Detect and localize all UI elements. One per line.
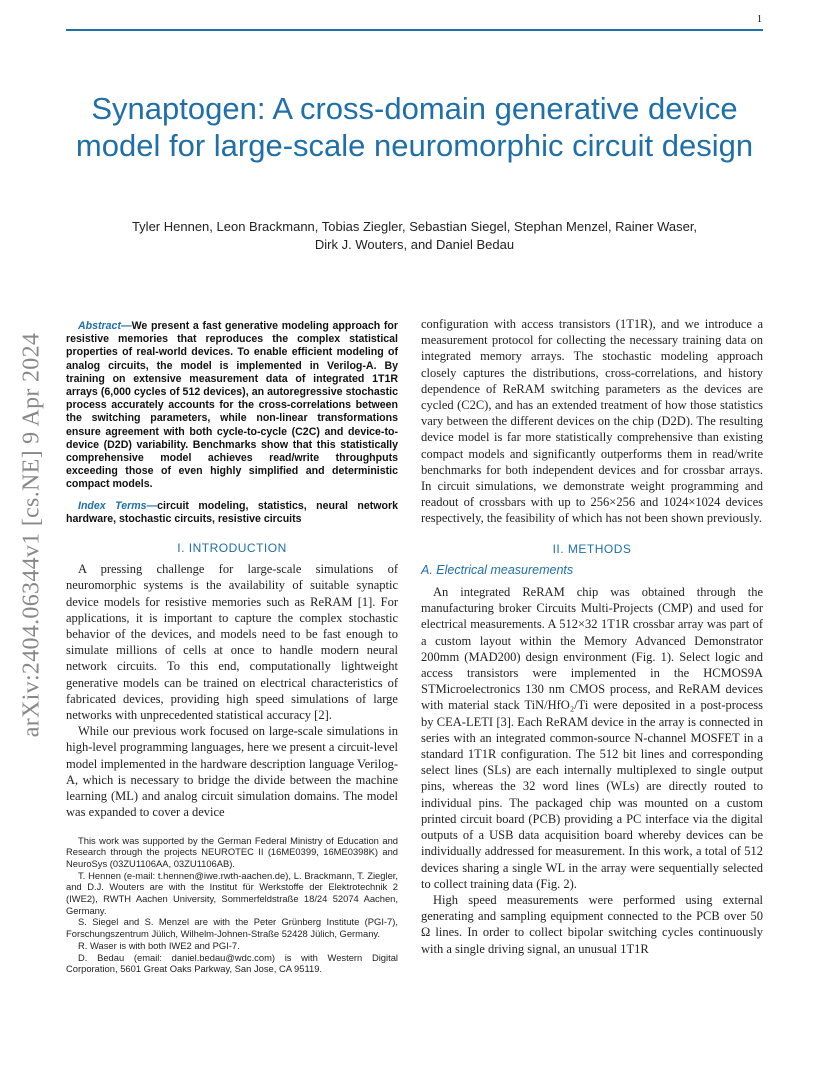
- methods-paragraph-1: An integrated ReRAM chip was obtained through the manufacturing broker Circuits Multi-Projects (CMP) and used for electrical measurements. A 512×32 1T1R crossbar array was part of a custom layout within the Memory Advanced Demonstrator 200mm (MAD200) design environment (Fig. 1). Select logic and access transistors were implemented in the HCMOS9A STMicroelectronics 130 nm CMOS process, and ReRAM devices with material stack TiN/HfO₂/Ti were deposited in a post-process by CEA-LETI [3]. Each ReRAM device in the array is connected in series with an integrated common-source N-channel MOSFET in a standard 1T1R configuration. The 512 bit lines and corresponding select lines (SLs) are each internally multiplexed to single output pins, whereas the 32 word lines (WLs) are directly routed to individual pins. The packaged chip was mounted on a custom printed circuit board (PCB) providing a PC interface via the digital outputs of a USB data acquisition board whereby devices can be individually addressed for measurement. In this work, a total of 512 devices sharing a single WL in the array were sequentially selected to collect training data (Fig. 2).: [421, 585, 763, 891]
- arxiv-stamp: [14, 300, 50, 770]
- abstract-text: We present a fast generative modeling approach for resistive memories that reproduces the complex statistical properties of real-world devices. To enable efficient modeling of analog circuits, the model is implemented in Verilog-A. By training on extensive measurement data of integrated 1T1R arrays (6,000 cycles of 512 devices), an autoregressive stochastic process accurately accounts for the cross-correlations between the switching parameters, while non-linear transformations ensure agreement with both cycle-to-cycle (C2C) and device-to-device (D2D) variability. Benchmarks show that this statistically comprehensive model achieves read/write throughputs exceeding those of even highly simplified and deterministic compact models.: [66, 320, 398, 491]
- subsection-heading-electrical-measurements: A. Electrical measurements: [421, 562, 574, 577]
- abstract: [66, 320, 398, 492]
- intro-paragraph-2: While our previous work focused on large-scale simulations in high-level programming languages, here we present a circuit-level model implemented in the hardware description language Verilog-A, which is necessary to bridge the divide between the machine learning (ML) and analog circuit simulation domains. The model was expanded to cover a device: [66, 724, 398, 820]
- footnote-affiliation-wdc: D. Bedau (email: daniel.bedau@wdc.com) is with Western Digital Corporation, 5601 Great Oaks Parkway, San Jose, CA 95119.: [66, 951, 398, 975]
- footnote-affiliation-waser: R. Waser is with both IWE2 and PGI-7.: [78, 939, 240, 951]
- index-terms-label: Index Terms—: [78, 499, 158, 512]
- authors-line-1: Tyler Hennen, Leon Brackmann, Tobias Ziegler, Sebastian Siegel, Stephan Menzel, Rainer Waser,: [131, 219, 698, 234]
- footnotes: [66, 835, 398, 975]
- section-heading-methods: II. METHODS: [552, 541, 632, 556]
- page-number: 1: [757, 14, 762, 25]
- footnote-affiliation-pgi7: S. Siegel and S. Menzel are with the Peter Grünberg Institute (PGI-7), Forschungszentrum Jülich, Wilhelm-Johnen-Straße 52428 Jülich, Germany.: [66, 916, 398, 940]
- intro-paragraph-2-continued: configuration with access transistors (1T1R), and we introduce a measurement protocol for collecting the necessary training data on integrated memory arrays. The stochastic modeling approach closely captures the distributions, cross-correlations, and history dependence of ReRAM switching parameters as the devices are cycled (C2C), and has an extended treatment of how those statistics vary between the different devices on the chip (D2D). The resulting device model is far more statistically comprehensive than existing compact models and significantly outperforms them in read/write benchmarks for both independent devices and for crossbar arrays. In circuit simulations, we demonstrate weight programming and readout of crossbars with up to 256×256 and 1024×1024 devices respectively, the feasibility of which has not been shown previously.: [421, 317, 763, 526]
- author-list: [66, 218, 763, 254]
- right-column: [421, 316, 763, 957]
- left-column: [66, 316, 398, 975]
- footnote-affiliation-iwe2: T. Hennen (e-mail: t.hennen@iwe.rwth-aachen.de), L. Brackmann, T. Ziegler, and D.J. Wouters are with the Institut für Werkstoffe der Elektrotechnik 2 (IWE2), RWTH Aachen University, Sommerfeldstraße 18/24 52074 Aachen, Germany.: [66, 869, 398, 916]
- abstract-label: Abstract—: [78, 320, 132, 332]
- header-rule: [66, 29, 763, 31]
- methods-paragraph-2: High speed measurements were performed using external generating and sampling equipment connected to the PCB over 50 Ω lines. In order to collect bipolar switching cycles continuously with a single driving signal, an unusual 1T1R: [421, 892, 763, 956]
- arxiv-identifier: arXiv:2404.06344v1 [cs.NE] 9 Apr 2024: [18, 332, 45, 738]
- intro-paragraph-1: A pressing challenge for large-scale simulations of neuromorphic systems is the availability of suitable synaptic device models for resistive memories such as ReRAM [1]. For applications, it is important to capture the complex stochastic behavior of the devices, and models need to be fast enough to simulate millions of cells at once to handle modern neural network circuits. To this end, computationally lightweight generative models can be trained on electrical characteristics of fabricated devices, providing high speed simulations of large networks with unprecedented statistical accuracy [2].: [66, 562, 398, 723]
- index-terms: [66, 500, 398, 526]
- paper-title: Synaptogen: A cross-domain generative device model for large-scale neuromorphic circuit design: [75, 91, 754, 163]
- section-heading-introduction: I. INTRODUCTION: [177, 541, 287, 556]
- footnote-funding: This work was supported by the German Federal Ministry of Education and Research through the projects NEUROTEC II (16ME0399, 16ME0398K) and NeuroSys (03ZU1106AA, 03ZU1106AB).: [66, 834, 398, 869]
- authors-line-2: Dirk J. Wouters, and Daniel Bedau: [314, 237, 515, 252]
- index-terms-text: circuit modeling, statistics, neural network hardware, stochastic circuits, resistive circuits: [66, 499, 399, 525]
